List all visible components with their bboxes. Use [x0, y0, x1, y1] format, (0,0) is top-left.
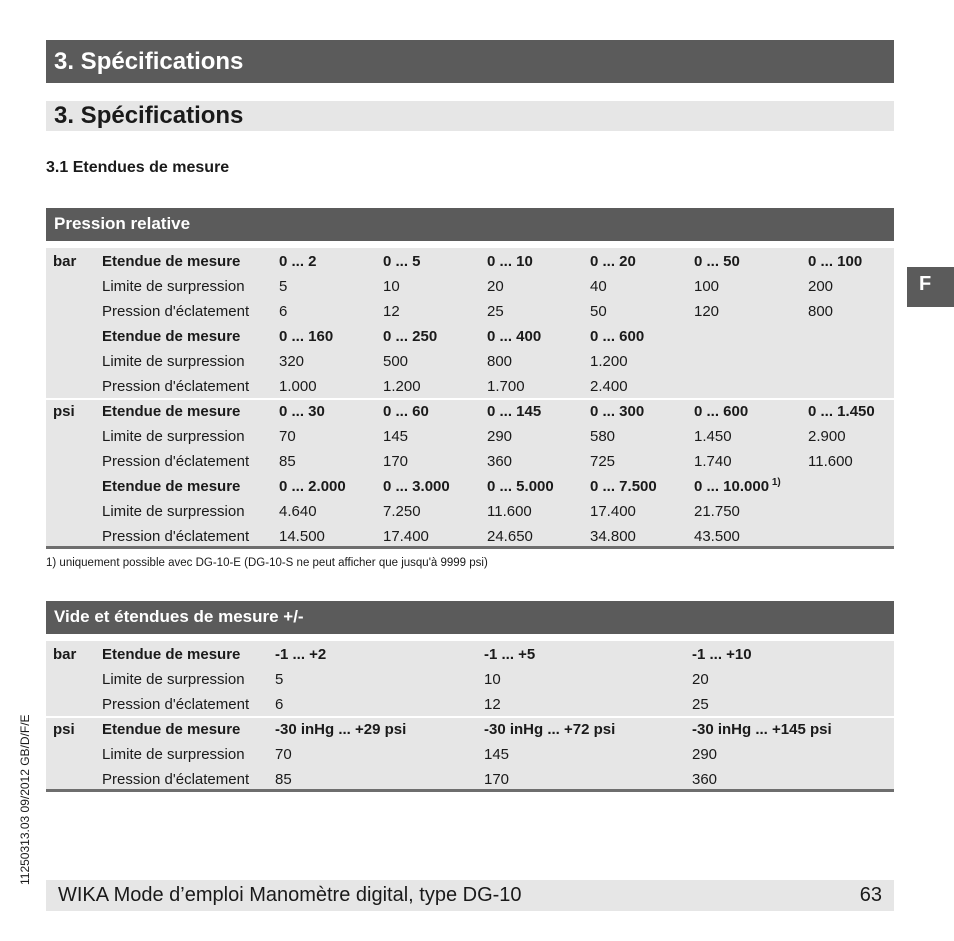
table-cell: 5	[275, 671, 284, 688]
table-cell: 40	[590, 278, 607, 295]
table-cell: 21.750	[694, 503, 740, 520]
table-cell: 25	[487, 303, 504, 320]
table-cell: 85	[275, 771, 292, 788]
table-cell: 50	[590, 303, 607, 320]
table-cell: 10	[383, 278, 400, 295]
table-cell: 0 ... 160	[279, 328, 334, 345]
row-separator	[46, 398, 894, 400]
table-cell: 0 ... 600	[694, 403, 749, 420]
page-number: 63	[859, 884, 882, 906]
table-cell: 0 ... 30	[279, 403, 325, 420]
table-cell: 1.000	[279, 378, 317, 395]
table-cell: 120	[694, 303, 720, 320]
table-cell: 20	[487, 278, 504, 295]
table-cell: -30 inHg ... +72 psi	[484, 721, 616, 738]
table-cell: 320	[279, 353, 305, 370]
row-label: Etendue de mesure	[102, 253, 241, 270]
language-tab: F	[907, 267, 954, 307]
table-cell: 43.500	[694, 528, 740, 545]
table-row	[46, 299, 894, 324]
table-cell: 290	[487, 428, 513, 445]
table-row	[46, 399, 894, 424]
table-cell: 70	[279, 428, 296, 445]
table-row	[46, 742, 894, 767]
table-row	[46, 692, 894, 717]
table-cell: 2.900	[808, 428, 846, 445]
table-cell: 5	[279, 278, 288, 295]
row-label: Limite de surpression	[102, 428, 245, 445]
table-cell: 360	[692, 771, 718, 788]
footnote-marker: 1)	[769, 477, 781, 488]
table-cell: 0 ... 5	[383, 253, 421, 270]
unit-label: psi	[53, 721, 75, 738]
table-cell: 0 ... 50	[694, 253, 740, 270]
table-pression-relative	[46, 248, 894, 549]
table-cell: 500	[383, 353, 409, 370]
table-cell: 17.400	[590, 503, 636, 520]
document-code: 11250313.03 09/2012 GB/D/F/E	[18, 714, 32, 885]
table-cell: 0 ... 100	[808, 253, 863, 270]
row-label: Limite de surpression	[102, 503, 245, 520]
table-row	[46, 249, 894, 274]
row-label: Etendue de mesure	[102, 721, 241, 738]
table-cell: 0 ... 1.450	[808, 403, 875, 420]
table-row	[46, 717, 894, 742]
row-label: Pression d'éclatement	[102, 303, 250, 320]
table-cell: 1.450	[694, 428, 732, 445]
table-cell: 20	[692, 671, 709, 688]
table-cell: 1.200	[383, 378, 421, 395]
section-title-light: 3. Spécifications	[46, 101, 894, 131]
table-cell: 170	[484, 771, 510, 788]
row-label: Pression d'éclatement	[102, 771, 250, 788]
footer-title: WIKA Mode d’emploi Manomètre digital, type DG-10	[58, 884, 522, 906]
table-cell: 100	[694, 278, 720, 295]
table-cell: 85	[279, 453, 296, 470]
table-row	[46, 449, 894, 474]
table-cell: -1 ... +2	[275, 646, 327, 663]
table-cell: 11.600	[808, 453, 853, 470]
table-cell: 0 ... 2	[279, 253, 317, 270]
table-cell: 7.250	[383, 503, 421, 520]
row-label: Limite de surpression	[102, 746, 245, 763]
table-cell: 17.400	[383, 528, 429, 545]
table-cell: 12	[383, 303, 400, 320]
table-cell: -30 inHg ... +145 psi	[692, 721, 832, 738]
table-cell: -30 inHg ... +29 psi	[275, 721, 407, 738]
row-label: Pression d'éclatement	[102, 696, 250, 713]
subsection-title: 3.1 Etendues de mesure	[46, 159, 230, 176]
table-cell: 2.400	[590, 378, 628, 395]
table-cell: 580	[590, 428, 616, 445]
row-label: Limite de surpression	[102, 353, 245, 370]
table-cell: 34.800	[590, 528, 636, 545]
table-cell: 0 ... 145	[487, 403, 542, 420]
section-title-dark: 3. Spécifications	[46, 40, 894, 83]
table-cell: 12	[484, 696, 501, 713]
table-vide	[46, 641, 894, 792]
row-label: Etendue de mesure	[102, 478, 241, 495]
table-cell: 14.500	[279, 528, 325, 545]
table-cell: 200	[808, 278, 834, 295]
table-cell: 0 ... 3.000	[383, 478, 450, 495]
table-cell: 24.650	[487, 528, 533, 545]
table-cell: 800	[808, 303, 834, 320]
row-label: Etendue de mesure	[102, 646, 241, 663]
table-cell: 25	[692, 696, 709, 713]
table-row	[46, 499, 894, 524]
table-cell: 0 ... 7.500	[590, 478, 657, 495]
unit-label: psi	[53, 403, 75, 420]
row-label: Etendue de mesure	[102, 403, 241, 420]
row-label: Pression d'éclatement	[102, 528, 250, 545]
table-vide-header: Vide et étendues de mesure +/-	[46, 601, 894, 634]
table-row	[46, 274, 894, 299]
table-row	[46, 767, 894, 792]
row-label: Limite de surpression	[102, 278, 245, 295]
table-cell: 11.600	[487, 503, 532, 520]
row-label: Pression d'éclatement	[102, 378, 250, 395]
table-cell: 145	[383, 428, 409, 445]
table-row	[46, 424, 894, 449]
table-cell: 0 ... 400	[487, 328, 542, 345]
table-cell: 360	[487, 453, 513, 470]
table-cell: 0 ... 600	[590, 328, 645, 345]
row-label: Limite de surpression	[102, 671, 245, 688]
table-cell: 145	[484, 746, 510, 763]
table-pression-relative-header: Pression relative	[46, 208, 894, 241]
row-label: Etendue de mesure	[102, 328, 241, 345]
page-footer	[46, 880, 894, 911]
table-cell: 725	[590, 453, 616, 470]
table-cell: 0 ... 10	[487, 253, 533, 270]
row-separator	[46, 716, 894, 718]
table-cell: 1.740	[694, 453, 732, 470]
table-cell: -1 ... +10	[692, 646, 752, 663]
table-cell: -1 ... +5	[484, 646, 536, 663]
table-cell: 800	[487, 353, 513, 370]
table-cell: 4.640	[279, 503, 317, 520]
table-row	[46, 667, 894, 692]
table-cell: 0 ... 300	[590, 403, 645, 420]
table-cell: 170	[383, 453, 409, 470]
table-cell: 0 ... 250	[383, 328, 438, 345]
table-row	[46, 474, 894, 499]
table-cell: 10	[484, 671, 501, 688]
table-cell: 0 ... 20	[590, 253, 636, 270]
unit-label: bar	[53, 646, 77, 663]
table-cell: 70	[275, 746, 292, 763]
footnote: 1) uniquement possible avec DG-10-E (DG-10-S ne peut afficher que jusqu'à 9999 psi)	[46, 557, 488, 569]
table-cell: 0 ... 60	[383, 403, 429, 420]
table-row	[46, 642, 894, 667]
table-cell: 0 ... 10.000 $^{1)}$	[694, 477, 781, 495]
table-cell: 1.700	[487, 378, 525, 395]
row-label: Pression d'éclatement	[102, 453, 250, 470]
table-cell: 6	[275, 696, 284, 713]
table-cell: 0 ... 2.000	[279, 478, 346, 495]
table-cell: 290	[692, 746, 718, 763]
unit-label: bar	[53, 253, 77, 270]
table-row	[46, 324, 894, 349]
table-cell: 0 ... 5.000	[487, 478, 554, 495]
table-row	[46, 374, 894, 399]
table-row	[46, 349, 894, 374]
table-cell: 1.200	[590, 353, 628, 370]
table-row	[46, 524, 894, 549]
table-cell: 6	[279, 303, 288, 320]
